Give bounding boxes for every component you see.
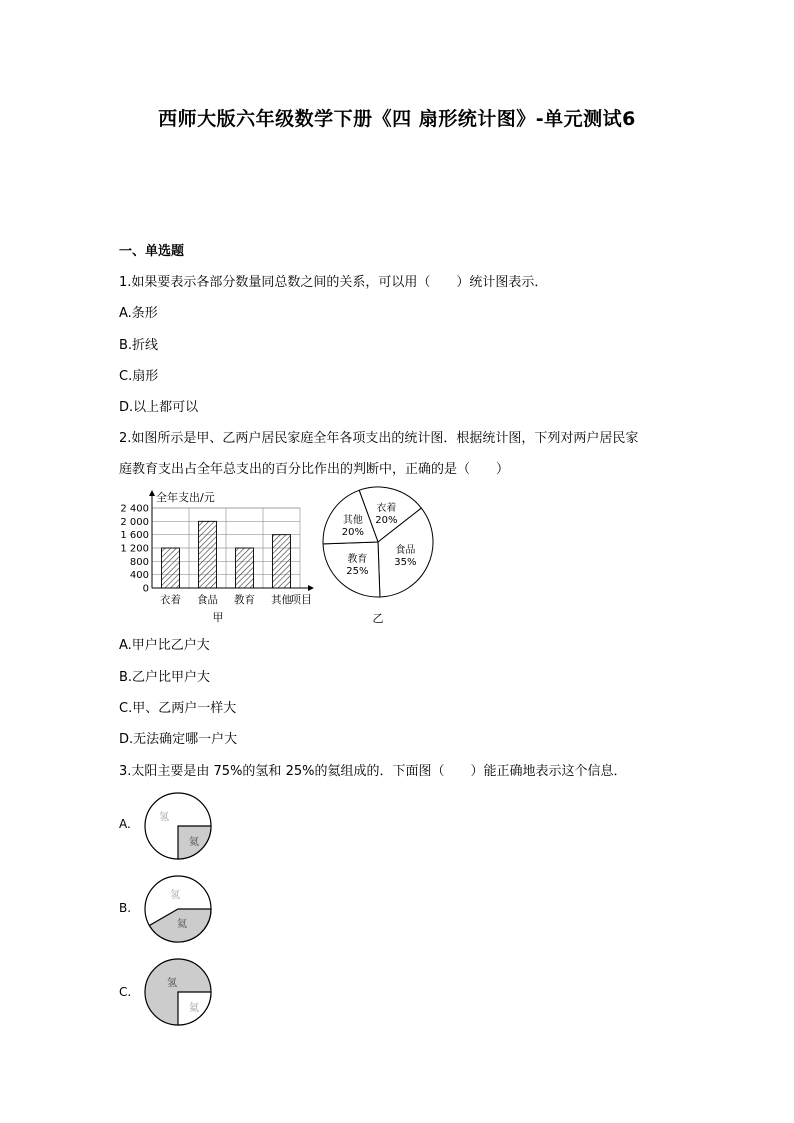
- pie-slice-name: 衣着: [376, 502, 397, 514]
- bar-category-label: 教育: [234, 594, 255, 606]
- q3-c-helium-label: 氦: [189, 1003, 199, 1014]
- pie-slice-pct: 25%: [346, 566, 369, 578]
- bar-3: [236, 548, 254, 588]
- q1-option-c[interactable]: C.扇形: [119, 369, 159, 384]
- bar-y-tick-label: 1 200: [120, 543, 149, 555]
- section-heading: 一、单选题: [119, 244, 185, 259]
- q3-option-a-pie[interactable]: [142, 790, 214, 862]
- bar-4: [273, 535, 291, 588]
- q2-option-c[interactable]: C.甲、乙两户一样大: [119, 701, 237, 716]
- q3-option-a-letter[interactable]: A.: [119, 817, 131, 831]
- q2-stem-line2: 庭教育支出占全年总支出的百分比作出的判断中，正确的是（ ）: [119, 462, 510, 477]
- pie-slice-pct: 20%: [375, 514, 398, 526]
- bar-chart-caption: 甲: [212, 611, 224, 624]
- q2-option-d[interactable]: D.无法确定哪一户大: [119, 732, 238, 747]
- bar-2: [199, 521, 217, 588]
- q3-option-b-letter[interactable]: B.: [119, 901, 132, 915]
- q2-option-b[interactable]: B.乙户比甲户大: [119, 670, 211, 685]
- pie-chart-yi: [316, 484, 441, 629]
- bar-y-axis-arrow: [149, 490, 155, 496]
- pie-slice-name: 其他: [342, 515, 363, 527]
- bar-y-tick-label: 2 400: [120, 503, 149, 515]
- bar-y-tick-label: 0: [142, 583, 149, 595]
- pie-slice-pct: 35%: [394, 556, 417, 568]
- bar-category-label: 其他: [271, 594, 292, 606]
- q3-b-helium-label: 氦: [177, 919, 187, 930]
- pie-slice-name: 食品: [395, 544, 416, 556]
- bar-y-tick-label: 400: [129, 570, 149, 582]
- bar-chart-jia: [110, 484, 320, 626]
- pie-slice-pct: 20%: [341, 527, 365, 539]
- q3-stem: 3.太阳主要是由 75%的氢和 25%的氦组成的．下面图（ ）能正确地表示这个信息．: [119, 764, 627, 779]
- bar-category-label: 食品: [197, 594, 218, 606]
- bar-category-label: 衣着: [160, 594, 181, 606]
- page-title: 西师大版六年级数学下册《四 扇形统计图》-单元测试6: [158, 108, 636, 130]
- q3-option-b-pie[interactable]: [142, 873, 214, 945]
- bar-y-tick-label: 2 000: [120, 516, 149, 528]
- pie-chart-caption: 乙: [372, 612, 384, 625]
- bar-y-tick-label: 800: [129, 556, 149, 568]
- bar-y-tick-label: 1 600: [120, 530, 149, 542]
- q3-option-c-letter[interactable]: C.: [119, 985, 132, 999]
- q3-option-c-pie[interactable]: [142, 956, 214, 1028]
- q2-option-a[interactable]: A.甲户比乙户大: [119, 638, 210, 653]
- bar-1: [162, 548, 180, 588]
- q1-stem: 1.如果要表示各部分数量同总数之间的关系，可以用（ ）统计图表示．: [119, 275, 548, 290]
- bar-chart-y-title: 全年支出/元: [156, 491, 215, 504]
- q1-option-d[interactable]: D.以上都可以: [119, 400, 199, 415]
- q1-option-a[interactable]: A.条形: [119, 306, 158, 321]
- bar-chart-x-title: 项目: [290, 593, 312, 606]
- q3-c-hydrogen-label: 氢: [167, 978, 177, 989]
- q2-stem-line1: 2.如图所示是甲、乙两户居民家庭全年各项支出的统计图．根据统计图，下列对两户居民家: [119, 431, 639, 446]
- q3-a-hydrogen-label: 氢: [159, 812, 169, 823]
- q3-a-helium-label: 氦: [189, 837, 199, 848]
- bar-x-axis-arrow: [308, 585, 314, 591]
- q3-b-hydrogen-label: 氢: [170, 890, 180, 901]
- pie-slice-name: 教育: [347, 554, 368, 566]
- q1-option-b[interactable]: B.折线: [119, 338, 159, 353]
